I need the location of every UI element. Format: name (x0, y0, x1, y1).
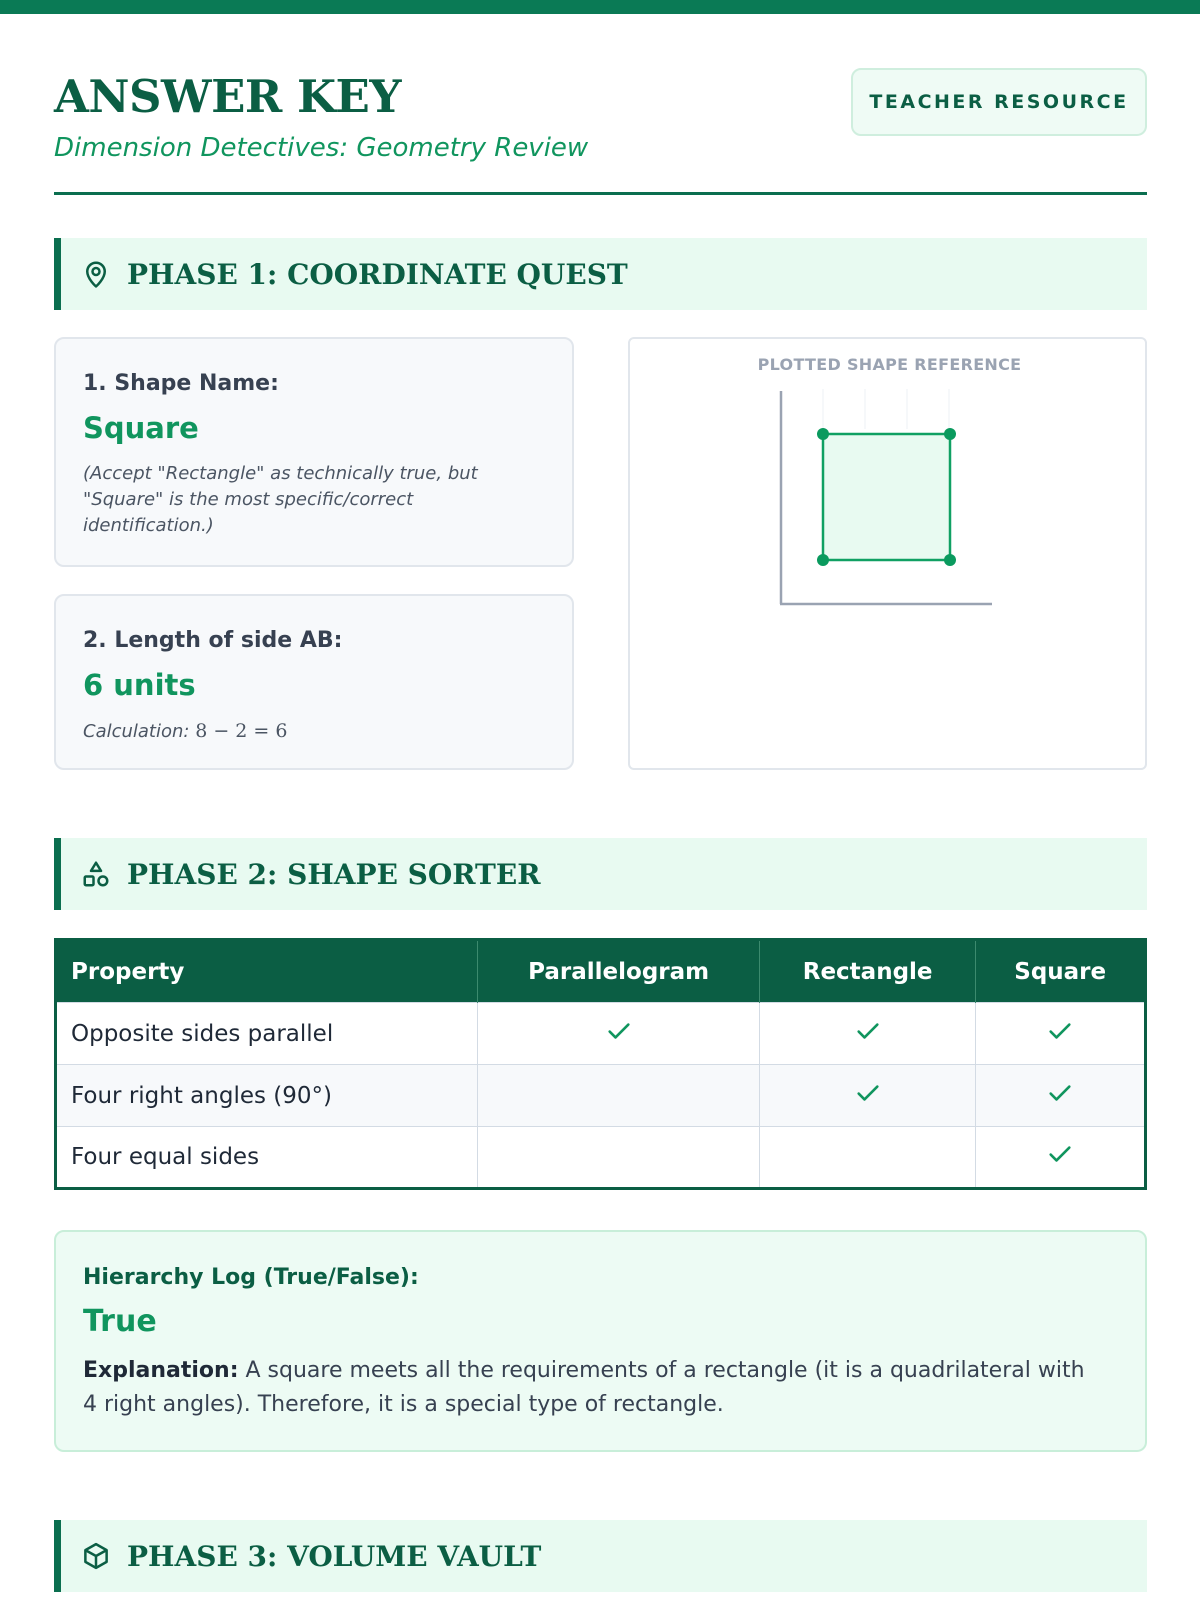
phase-2-title: PHASE 2: SHAPE SORTER (127, 857, 541, 891)
hierarchy-explanation (83, 1354, 1093, 1422)
shape-name-answer: Square (83, 411, 199, 445)
check-icon (605, 1017, 633, 1045)
cell-parallelogram (478, 1127, 759, 1189)
property-cell: Opposite sides parallel (56, 1003, 478, 1065)
cube-icon (81, 1541, 111, 1571)
shape-sorter-table (54, 938, 1147, 1190)
cell-square (976, 1003, 1146, 1065)
page-header (54, 0, 1147, 195)
calculation-label: Calculation: (83, 721, 190, 742)
table-row (56, 1003, 1146, 1065)
column-header-rectangle: Rectangle (759, 940, 976, 1003)
column-header-property: Property (56, 940, 478, 1003)
shape-name-note: (Accept "Rectangle" as technically true, but "Square" is the most specific/correct identification.) (83, 463, 478, 536)
cell-square (976, 1127, 1146, 1189)
check-icon (854, 1017, 882, 1045)
check-icon (854, 1079, 882, 1107)
location-pin-icon (81, 259, 111, 289)
shape-name-card (54, 337, 574, 567)
side-length-question: 2. Length of side AB: (83, 628, 343, 653)
side-length-card (54, 594, 574, 770)
shapes-icon (81, 859, 111, 889)
reference-plot (630, 339, 1149, 772)
cell-parallelogram (478, 1065, 759, 1127)
phase-3-title: PHASE 3: VOLUME VAULT (127, 1539, 542, 1573)
vertex-point (817, 428, 829, 440)
property-cell: Four equal sides (56, 1127, 478, 1189)
answer-key-page (54, 0, 1147, 1573)
check-icon (1046, 1079, 1074, 1107)
vertex-point (817, 554, 829, 566)
property-cell: Four right angles (90°) (56, 1065, 478, 1127)
hierarchy-log-card (54, 1230, 1147, 1452)
cell-rectangle (759, 1003, 976, 1065)
table-header-row (56, 940, 1146, 1003)
shape-name-question: 1. Shape Name: (83, 371, 279, 396)
page-subtitle: Dimension Detectives: Geometry Review (54, 133, 589, 163)
phase-1-title: PHASE 1: COORDINATE QUEST (127, 257, 628, 291)
column-header-parallelogram: Parallelogram (478, 940, 759, 1003)
plotted-square (823, 434, 950, 560)
check-icon (1046, 1017, 1074, 1045)
phase-1-header (54, 238, 1147, 310)
vertex-point (944, 428, 956, 440)
calculation-expression: 8 − 2 = 6 (195, 720, 288, 742)
table-row (56, 1065, 1146, 1127)
plotted-shape-reference (628, 337, 1147, 770)
check-icon (1046, 1140, 1074, 1168)
side-length-calculation (83, 718, 523, 745)
reference-label: PLOTTED SHAPE REFERENCE (757, 355, 1022, 374)
cell-parallelogram (478, 1003, 759, 1065)
cell-rectangle (759, 1065, 976, 1127)
column-header-square: Square (976, 940, 1146, 1003)
table-row (56, 1127, 1146, 1189)
cell-rectangle (759, 1127, 976, 1189)
phase-2-header (54, 838, 1147, 910)
hierarchy-answer: True (83, 1304, 157, 1339)
page-title: ANSWER KEY (54, 70, 401, 123)
cell-square (976, 1065, 1146, 1127)
vertex-point (944, 554, 956, 566)
teacher-resource-badge: TEACHER RESOURCE (851, 68, 1147, 136)
reference-grid (823, 389, 949, 429)
hierarchy-question: Hierarchy Log (True/False): (83, 1265, 419, 1290)
phase-3-header (54, 1520, 1147, 1592)
explanation-text: A square meets all the requirements of a rectangle (it is a quadrilateral with 4 right angles). Therefore, it is a special type of rectangle. (83, 1358, 1085, 1417)
explanation-label: Explanation: (83, 1358, 239, 1383)
side-length-answer: 6 units (83, 668, 196, 702)
